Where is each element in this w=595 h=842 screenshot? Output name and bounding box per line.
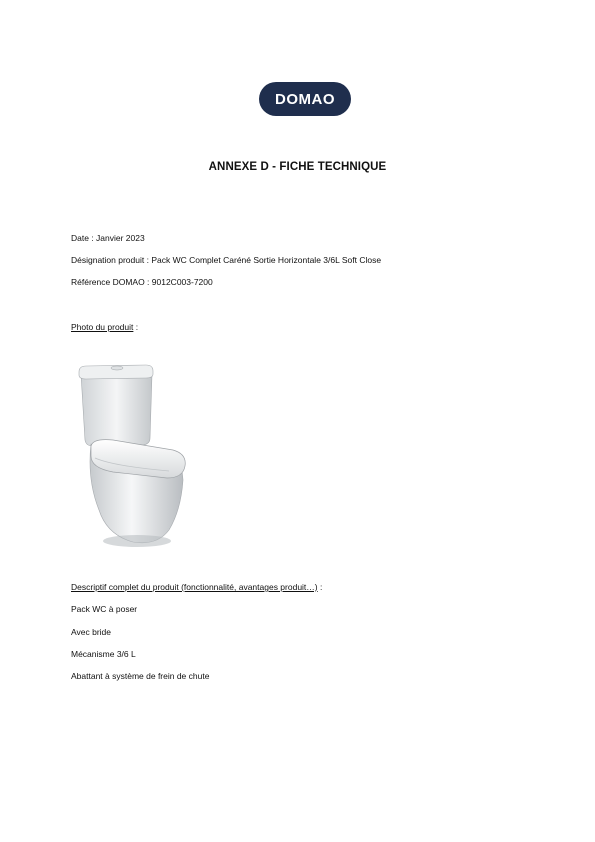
photo-section-suffix: :	[133, 322, 139, 332]
description-item: Avec bride	[71, 627, 112, 637]
info-designation: Désignation produit : Pack WC Complet Caréné Sortie Horizontale 3/6L Soft Close	[71, 255, 382, 265]
photo-section-heading	[71, 322, 138, 333]
description-label: Descriptif complet du produit (fonctionnalité, avantages produit…)	[71, 582, 318, 592]
description-item: Pack WC à poser	[71, 604, 138, 614]
page-title: ANNEXE D - FICHE TECHNIQUE	[208, 161, 387, 173]
brand-logo-text: DOMAO	[275, 90, 335, 108]
info-date: Date : Janvier 2023	[71, 233, 145, 243]
description-item: Mécanisme 3/6 L	[71, 649, 136, 659]
product-photo	[73, 360, 198, 550]
description-item: Abattant à système de frein de chute	[71, 671, 210, 681]
photo-section-label: Photo du produit	[71, 322, 134, 332]
description-suffix: :	[317, 582, 323, 592]
brand-logo	[259, 82, 351, 116]
info-reference: Référence DOMAO : 9012C003-7200	[71, 277, 213, 287]
description-heading	[71, 582, 322, 593]
